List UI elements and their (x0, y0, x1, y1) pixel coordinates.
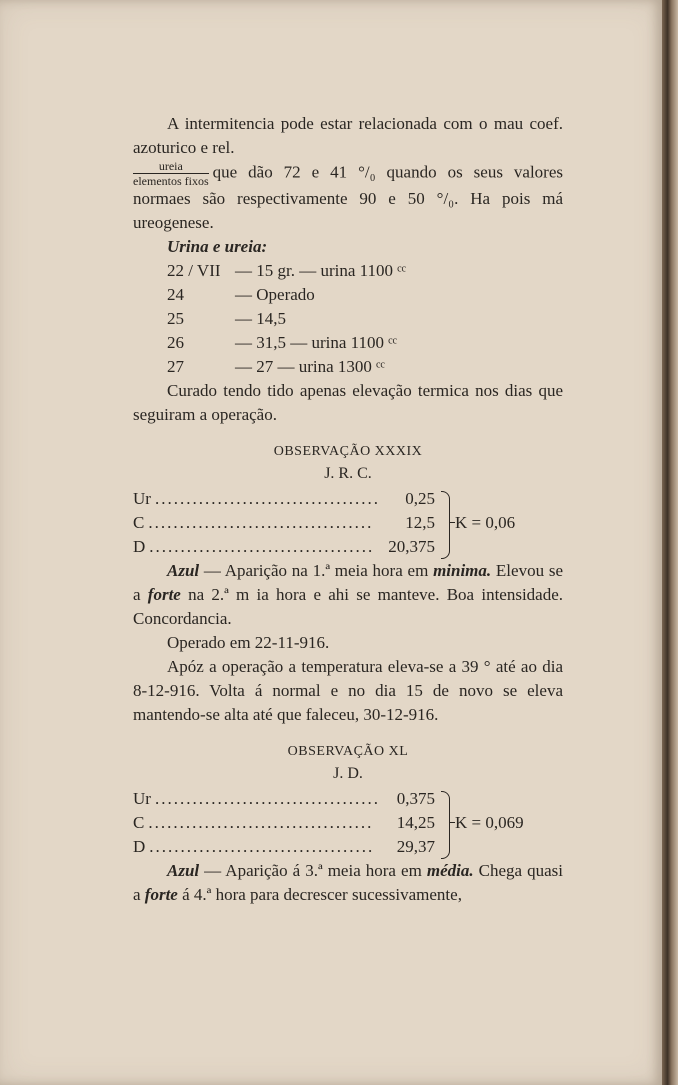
value-row (133, 487, 435, 511)
value-number: 29,37 (396, 837, 435, 856)
page-edge (662, 0, 678, 1085)
azul-text: Elevou se a (133, 561, 563, 604)
paragraph-ureia-ratio (133, 160, 563, 235)
fraction (133, 160, 209, 187)
value-label: D (133, 537, 146, 556)
value-row (133, 511, 435, 535)
urine-day: 22 / VII (167, 261, 221, 280)
azul-text: á 4.ª hora para decrescer sucessivamente, (177, 885, 462, 904)
value-row (133, 835, 435, 859)
urine-value: — 27 — urina 1300 ᶜᶜ (235, 357, 385, 376)
azul-media: média. (426, 861, 474, 880)
value-number: 0,25 (405, 489, 435, 508)
azul-text: na 2.ª m ia hora e ahi se manteve. Boa intensidade. Concordancia. (133, 585, 564, 628)
fraction-denominator: elementos fixos (133, 174, 209, 188)
azul-forte: forte (147, 585, 181, 604)
apos-paragraph: Apóz a operação a temperatura eleva-se a 39 ° até ao dia 8-12-916. Volta á normal e no dia 15 de novo se eleva mantendo-se alta até que faleceu, 30-12-916. (133, 657, 563, 724)
value-label: D (133, 837, 146, 856)
brace (441, 491, 450, 559)
value-label: Ur (133, 789, 151, 808)
azul-forte: forte (144, 885, 178, 904)
urine-heading: Urina e ureia: (167, 237, 268, 256)
urine-row (167, 355, 563, 379)
azul-paragraph (133, 559, 563, 631)
paragraph-intermitencia: A intermitencia pode estar relacionada com o mau coef. azoturico e rel. (133, 114, 563, 157)
brace (441, 791, 450, 859)
leader-dots: .................................... (149, 837, 375, 856)
urine-value: — 31,5 — urina 1100 ᶜᶜ (235, 333, 397, 352)
leader-dots: .................................... (148, 813, 374, 832)
urine-day: 27 (167, 357, 184, 376)
value-number: 12,5 (405, 513, 435, 532)
azul-text: — Aparição á 3.ª meia hora em (199, 861, 427, 880)
azul-label: Azul (167, 861, 200, 880)
page-text (133, 112, 563, 907)
azul-text: — Aparição na 1.ª meia hora em (199, 561, 434, 580)
value-row (133, 811, 435, 835)
azul-text: Chega quasi a (133, 861, 563, 904)
leader-dots: .................................... (154, 489, 380, 508)
value-row (133, 787, 435, 811)
leader-dots: .................................... (154, 789, 380, 808)
patient-initials: J. R. C. (324, 465, 372, 482)
value-number: 14,25 (396, 813, 435, 832)
leader-dots: .................................... (148, 513, 374, 532)
value-number: 0,375 (396, 789, 435, 808)
value-row (133, 535, 435, 559)
value-number: 20,375 (388, 537, 435, 556)
value-label: C (133, 513, 145, 532)
patient-initials: J. D. (333, 765, 363, 782)
urine-day: 26 (167, 333, 184, 352)
urine-row (167, 283, 563, 307)
urine-conclusion: Curado tendo tido apenas elevação termica nos dias que seguiram a operação. (133, 381, 563, 424)
paragraph-ureogenese: que dão 72 e 41 °/₀ quando os seus valores normaes são respectivamente 90 e 50 °/₀. Ha pois má ureogenese. (133, 162, 563, 232)
k-coefficient: K = 0,069 (455, 813, 524, 832)
urine-row (167, 307, 563, 331)
values-block (133, 787, 563, 859)
value-label: C (133, 813, 145, 832)
value-label: Ur (133, 489, 151, 508)
urine-row (167, 259, 563, 283)
azul-minima: minima. (433, 561, 492, 580)
urine-day: 24 (167, 285, 184, 304)
urine-day: 25 (167, 309, 184, 328)
values-block (133, 487, 563, 559)
azul-paragraph (133, 859, 563, 907)
urine-value: — 14,5 (235, 309, 286, 328)
observation-title: OBSERVAÇÃO XL (287, 744, 409, 759)
azul-label: Azul (167, 561, 200, 580)
urine-value: — Operado (235, 285, 315, 304)
fraction-numerator: ureia (133, 160, 209, 174)
k-coefficient: K = 0,06 (455, 513, 516, 532)
urine-row (167, 331, 563, 355)
observation-title: OBSERVAÇÃO XXXIX (273, 444, 423, 459)
leader-dots: .................................... (149, 537, 375, 556)
urine-value: — 15 gr. — urina 1100 ᶜᶜ (235, 261, 406, 280)
operado-paragraph: Operado em 22-11-916. (167, 633, 330, 652)
